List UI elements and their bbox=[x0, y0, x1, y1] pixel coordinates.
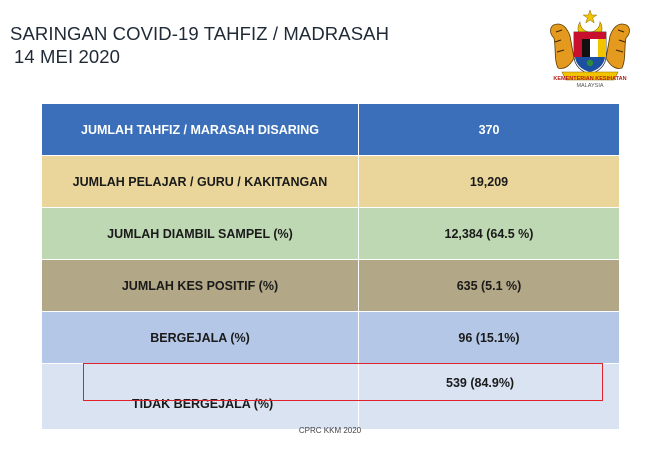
row-label: JUMLAH KES POSITIF (%) bbox=[42, 260, 359, 312]
title-line-1: SARINGAN COVID-19 TAHFIZ / MADRASAH bbox=[10, 23, 390, 44]
page-title bbox=[10, 22, 389, 68]
row-label: TIDAK BERGEJALA (%) bbox=[42, 364, 359, 430]
row-value: 370 bbox=[359, 104, 620, 156]
row-label: BERGEJALA (%) bbox=[42, 312, 359, 364]
row-value: 19,209 bbox=[359, 156, 620, 208]
ministry-caption-line-2: MALAYSIA bbox=[576, 83, 604, 89]
ministry-caption-line-1: KEMENTERIAN KESIHATAN bbox=[553, 76, 627, 82]
source-footer: CPRC KKM 2020 bbox=[298, 426, 362, 435]
table-row-highlighted bbox=[42, 364, 620, 430]
table-row bbox=[42, 312, 620, 364]
table-row bbox=[42, 208, 620, 260]
row-value: 635 (5.1 %) bbox=[359, 260, 620, 312]
table-row bbox=[42, 104, 620, 156]
row-value: 12,384 (64.5 %) bbox=[359, 208, 620, 260]
title-date: 14 MEI 2020 bbox=[14, 46, 121, 67]
table-row bbox=[42, 260, 620, 312]
ministry-caption bbox=[538, 76, 642, 90]
screening-summary-table bbox=[41, 103, 620, 430]
row-label: JUMLAH DIAMBIL SAMPEL (%) bbox=[42, 208, 359, 260]
row-label: JUMLAH PELAJAR / GURU / KAKITANGAN bbox=[42, 156, 359, 208]
row-label: JUMLAH TAHFIZ / MARASAH DISARING bbox=[42, 104, 359, 156]
row-value: 96 (15.1%) bbox=[359, 312, 620, 364]
table-row bbox=[42, 156, 620, 208]
row-value: 539 (84.9%) bbox=[359, 364, 620, 430]
